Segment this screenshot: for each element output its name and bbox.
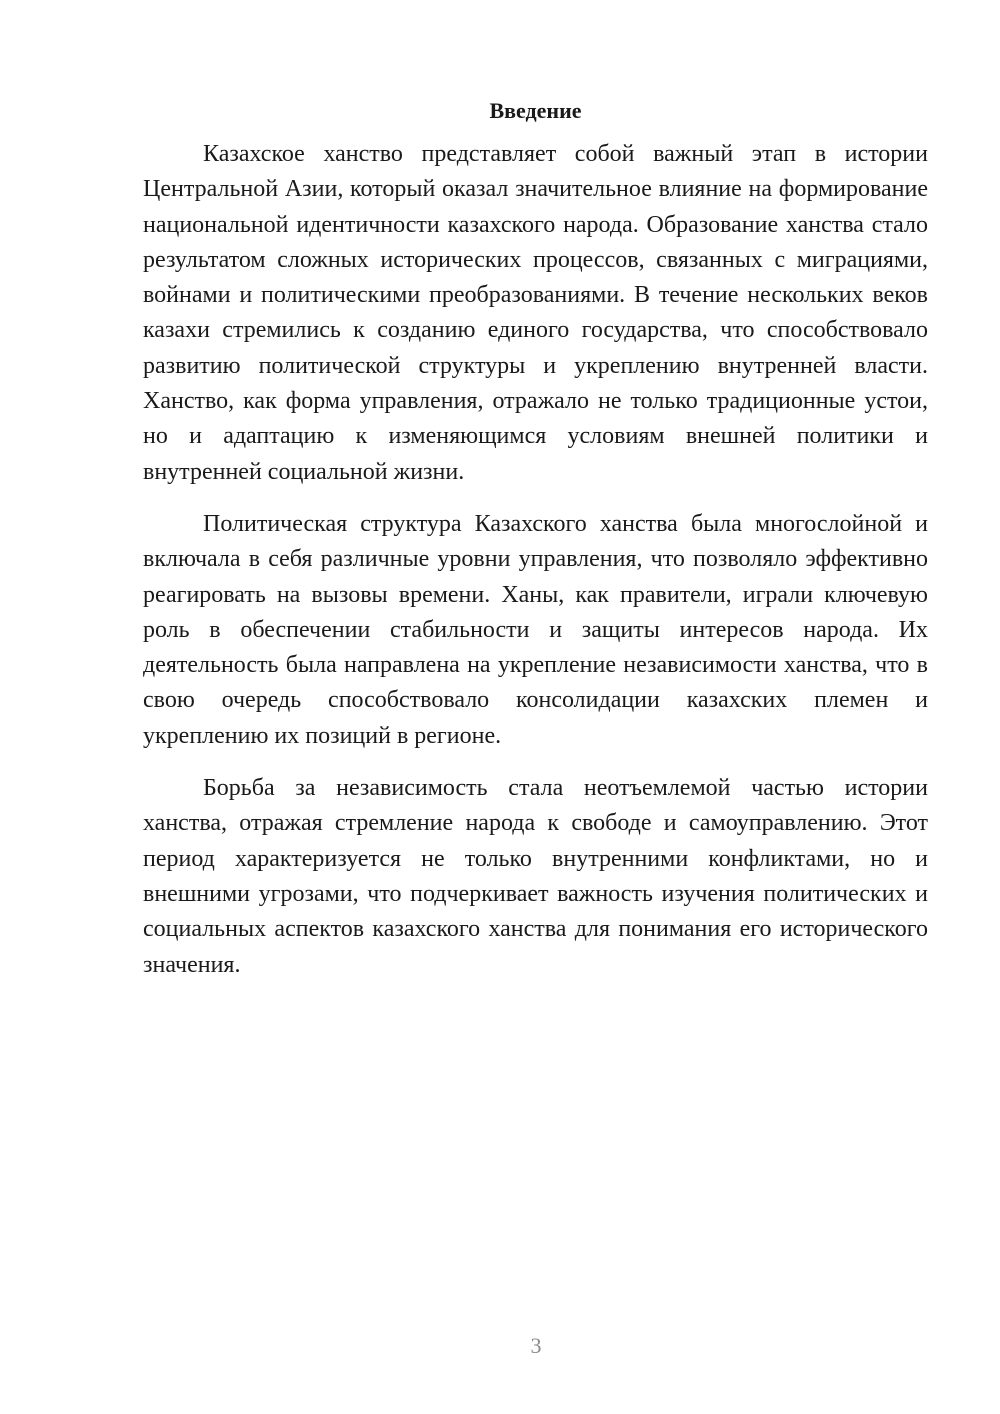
paragraph-2: Политическая структура Казахского ханства была многослойной и включала в себя различные уровни управления, что позволяло эффективно реагировать на вызовы времени. Ханы, как правители, играли ключевую роль в обеспечении стабильности и защиты интересов народа. Их деятельность была направлена на укрепление независимости ханства, что в свою очередь способствовало консолидации казахских племен и укреплению их позиций в регионе. bbox=[143, 510, 928, 749]
paragraph-3: Борьба за независимость стала неотъемлемой частью истории ханства, отражая стремление народа к свободе и самоуправлению. Этот период характеризуется не только внутренними конфликтами, но и внешними угрозами, что подчеркивает важность изучения политических и социальных аспектов казахского ханства для понимания его исторического значения. bbox=[143, 775, 928, 978]
document-body bbox=[143, 96, 928, 1000]
paragraph-1: Казахское ханство представляет собой важный этап в истории Центральной Азии, который оказал значительное влияние на формирование национальной идентичности казахского народа. Образование ханства стало результатом сложных исторических процессов, связанных с миграциями, войнами и политическими преобразованиями. В течение нескольких веков казахи стремились к созданию единого государства, что способствовало развитию политической структуры и укреплению внутренней власти. Ханство, как форма управления, отражало не только традиционные устои, но и адаптацию к изменяющимся условиям внешней политики и внутренней социальной жизни. bbox=[143, 141, 928, 485]
section-title: Введение bbox=[489, 98, 582, 123]
page-number: 3 bbox=[530, 1333, 542, 1358]
